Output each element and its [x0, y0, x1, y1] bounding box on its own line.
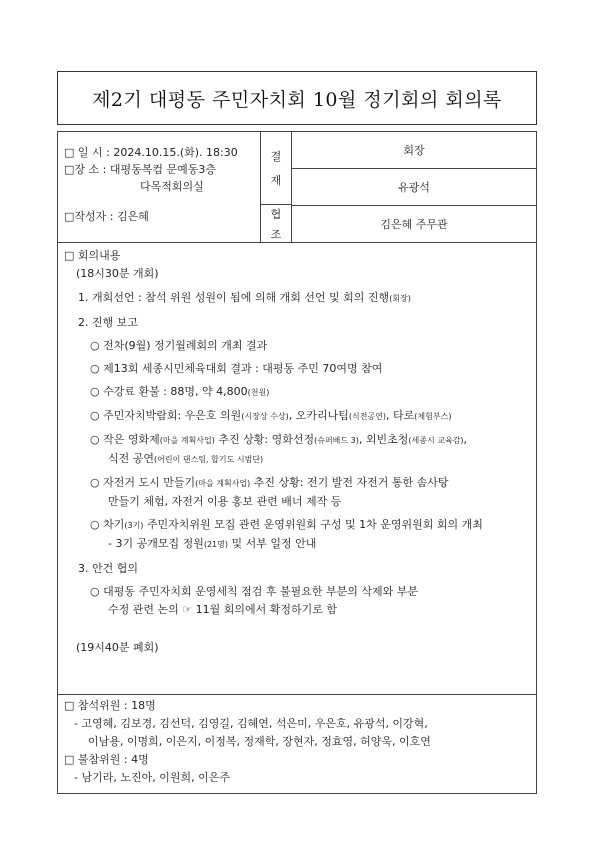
report-bullet-2: ○ 제13회 세종시민체육대회 결과 : 대평동 주민 70여명 참여	[90, 362, 383, 375]
agenda-item-1: 1. 개회선언 : 참석 위원 성원이 됨에 의해 개회 선언 및 회의 진행(회장)	[78, 291, 411, 304]
cooperator-name: 김은혜 주무관	[380, 218, 448, 231]
meeting-content	[57, 243, 537, 695]
report-bullet-7: ○ 차기(3기) 주민자치위원 모집 관련 운영위원회 구성 및 1차 운영위원회 회의 개최	[90, 518, 483, 531]
meeting-place: □장 소 : 대평동복컴 문예동3층	[64, 163, 216, 176]
meeting-writer: □작성자 : 김은혜	[64, 210, 149, 223]
meeting-date: □ 일 시 : 2024.10.15.(화). 18:30	[64, 146, 238, 159]
agenda-item-2: 2. 진행 보고	[78, 316, 138, 329]
present-list-2: 이남용, 이명희, 이은지, 이정복, 정재학, 장현자, 정효영, 허양욱, 이호연	[88, 735, 431, 748]
report-bullet-4: ○ 주민자치박람회: 우은호 의원(시장상 수상), 오카리나팀(식전공연), 타로(체험부스)	[90, 409, 452, 422]
absent-header: □ 불참위원 : 4명	[64, 753, 149, 766]
agenda-item-3: 3. 안건 협의	[78, 562, 138, 575]
approver-role: 회장	[292, 132, 536, 169]
report-bullet-5-cont: 식전 공연(어린이 댄스팀, 합기도 시범단)	[108, 452, 264, 465]
content-header: □ 회의내용	[64, 249, 121, 262]
attendance-section	[57, 695, 537, 794]
discussion-bullet-1-cont: 수정 관련 논의 ☞ 11월 회의에서 확정하기로 함	[108, 603, 337, 616]
present-list-1: - 고영혜, 김보경, 김선덕, 김영길, 김혜연, 석은미, 우은호, 유광석, 이강혁,	[74, 717, 428, 730]
meta-table	[57, 131, 537, 243]
meeting-place-detail: 다목적회의실	[140, 180, 204, 193]
report-bullet-7-cont: - 3기 공개모집 정원(21명) 및 서부 일정 안내	[108, 537, 317, 550]
report-bullet-6-cont: 만들기 체험, 자전거 이용 홍보 관련 배너 제작 등	[108, 495, 342, 508]
close-time: (19시40분 폐회)	[76, 641, 159, 654]
absent-list: - 남기라, 노진아, 이원희, 이은주	[74, 771, 230, 784]
minutes-document	[57, 71, 537, 794]
present-header: □ 참석위원 : 18명	[64, 699, 156, 712]
discussion-bullet-1: ○ 대평동 주민자치회 운영세칙 점검 후 불필요한 부분의 삭제와 부분	[90, 585, 418, 598]
approver-name: 유광석	[292, 169, 536, 206]
report-bullet-6: ○ 자전거 도시 만들기(마을 계획사업) 추진 상황: 전기 발전 자전거 통한 솜사탕	[90, 476, 449, 489]
approval-labels	[261, 132, 292, 242]
cooperation-label: 협 조	[270, 207, 282, 241]
meta-info	[58, 132, 261, 242]
report-bullet-1: ○ 전차(9월) 정기월례회의 개최 결과	[90, 339, 268, 352]
report-bullet-3: ○ 수강료 환불 : 88명, 약 4,800(천원)	[90, 385, 270, 398]
open-time: (18시30분 개회)	[76, 267, 159, 280]
approval-values	[292, 132, 536, 242]
report-bullet-5: ○ 작은 영화제(마을 계획사업) 추진 상황: 영화선정(슈퍼배드 3), 외빈초청(세종시 교육감),	[90, 433, 468, 446]
approval-label: 결 재	[261, 132, 291, 205]
document-title: 제2기 대평동 주민자치회 10월 정기회의 회의록	[57, 71, 537, 125]
